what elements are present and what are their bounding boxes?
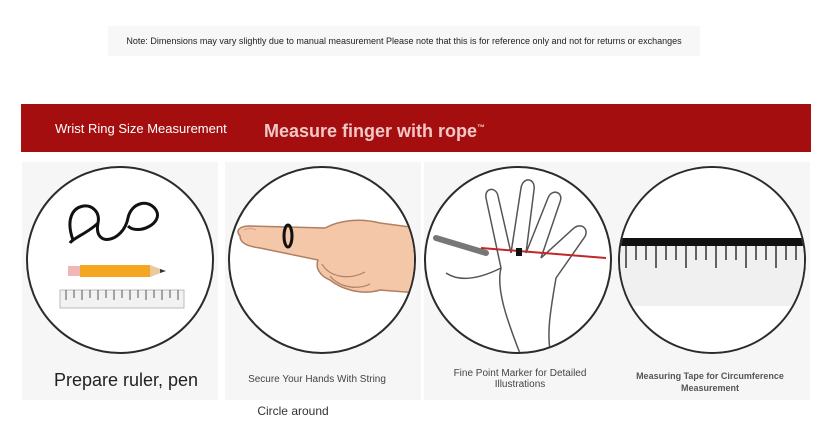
step-caption-4: Measuring Tape for Circumference Measurement	[636, 371, 784, 393]
finger-with-string-icon	[230, 168, 416, 354]
step-subcaption-1: Circle around	[257, 404, 329, 418]
disclaimer-note: Note: Dimensions may vary slightly due to manual measurement Please note that this is for reference only and not for returns or exchanges	[108, 26, 700, 56]
step-caption-2: Secure Your Hands With String	[248, 374, 386, 385]
banner-subtitle: Wrist Ring Size Measurement	[55, 121, 227, 136]
trademark-mark: ™	[477, 123, 486, 132]
header-banner	[21, 104, 811, 152]
ruler-pencil-string-icon	[28, 168, 214, 354]
step-circle-1	[26, 166, 214, 354]
measuring-tape-icon	[620, 168, 806, 354]
step-caption-1: Prepare ruler, pen	[53, 370, 199, 390]
step-circle-4	[618, 166, 806, 354]
banner-title-text: Measure finger with rope	[264, 121, 478, 141]
banner-title	[264, 121, 485, 142]
step-caption-3: Fine Point Marker for Detailed Illustrations	[453, 368, 587, 390]
step-circle-2	[228, 166, 416, 354]
hand-marker-icon	[426, 168, 612, 354]
step-circle-3	[424, 166, 612, 354]
